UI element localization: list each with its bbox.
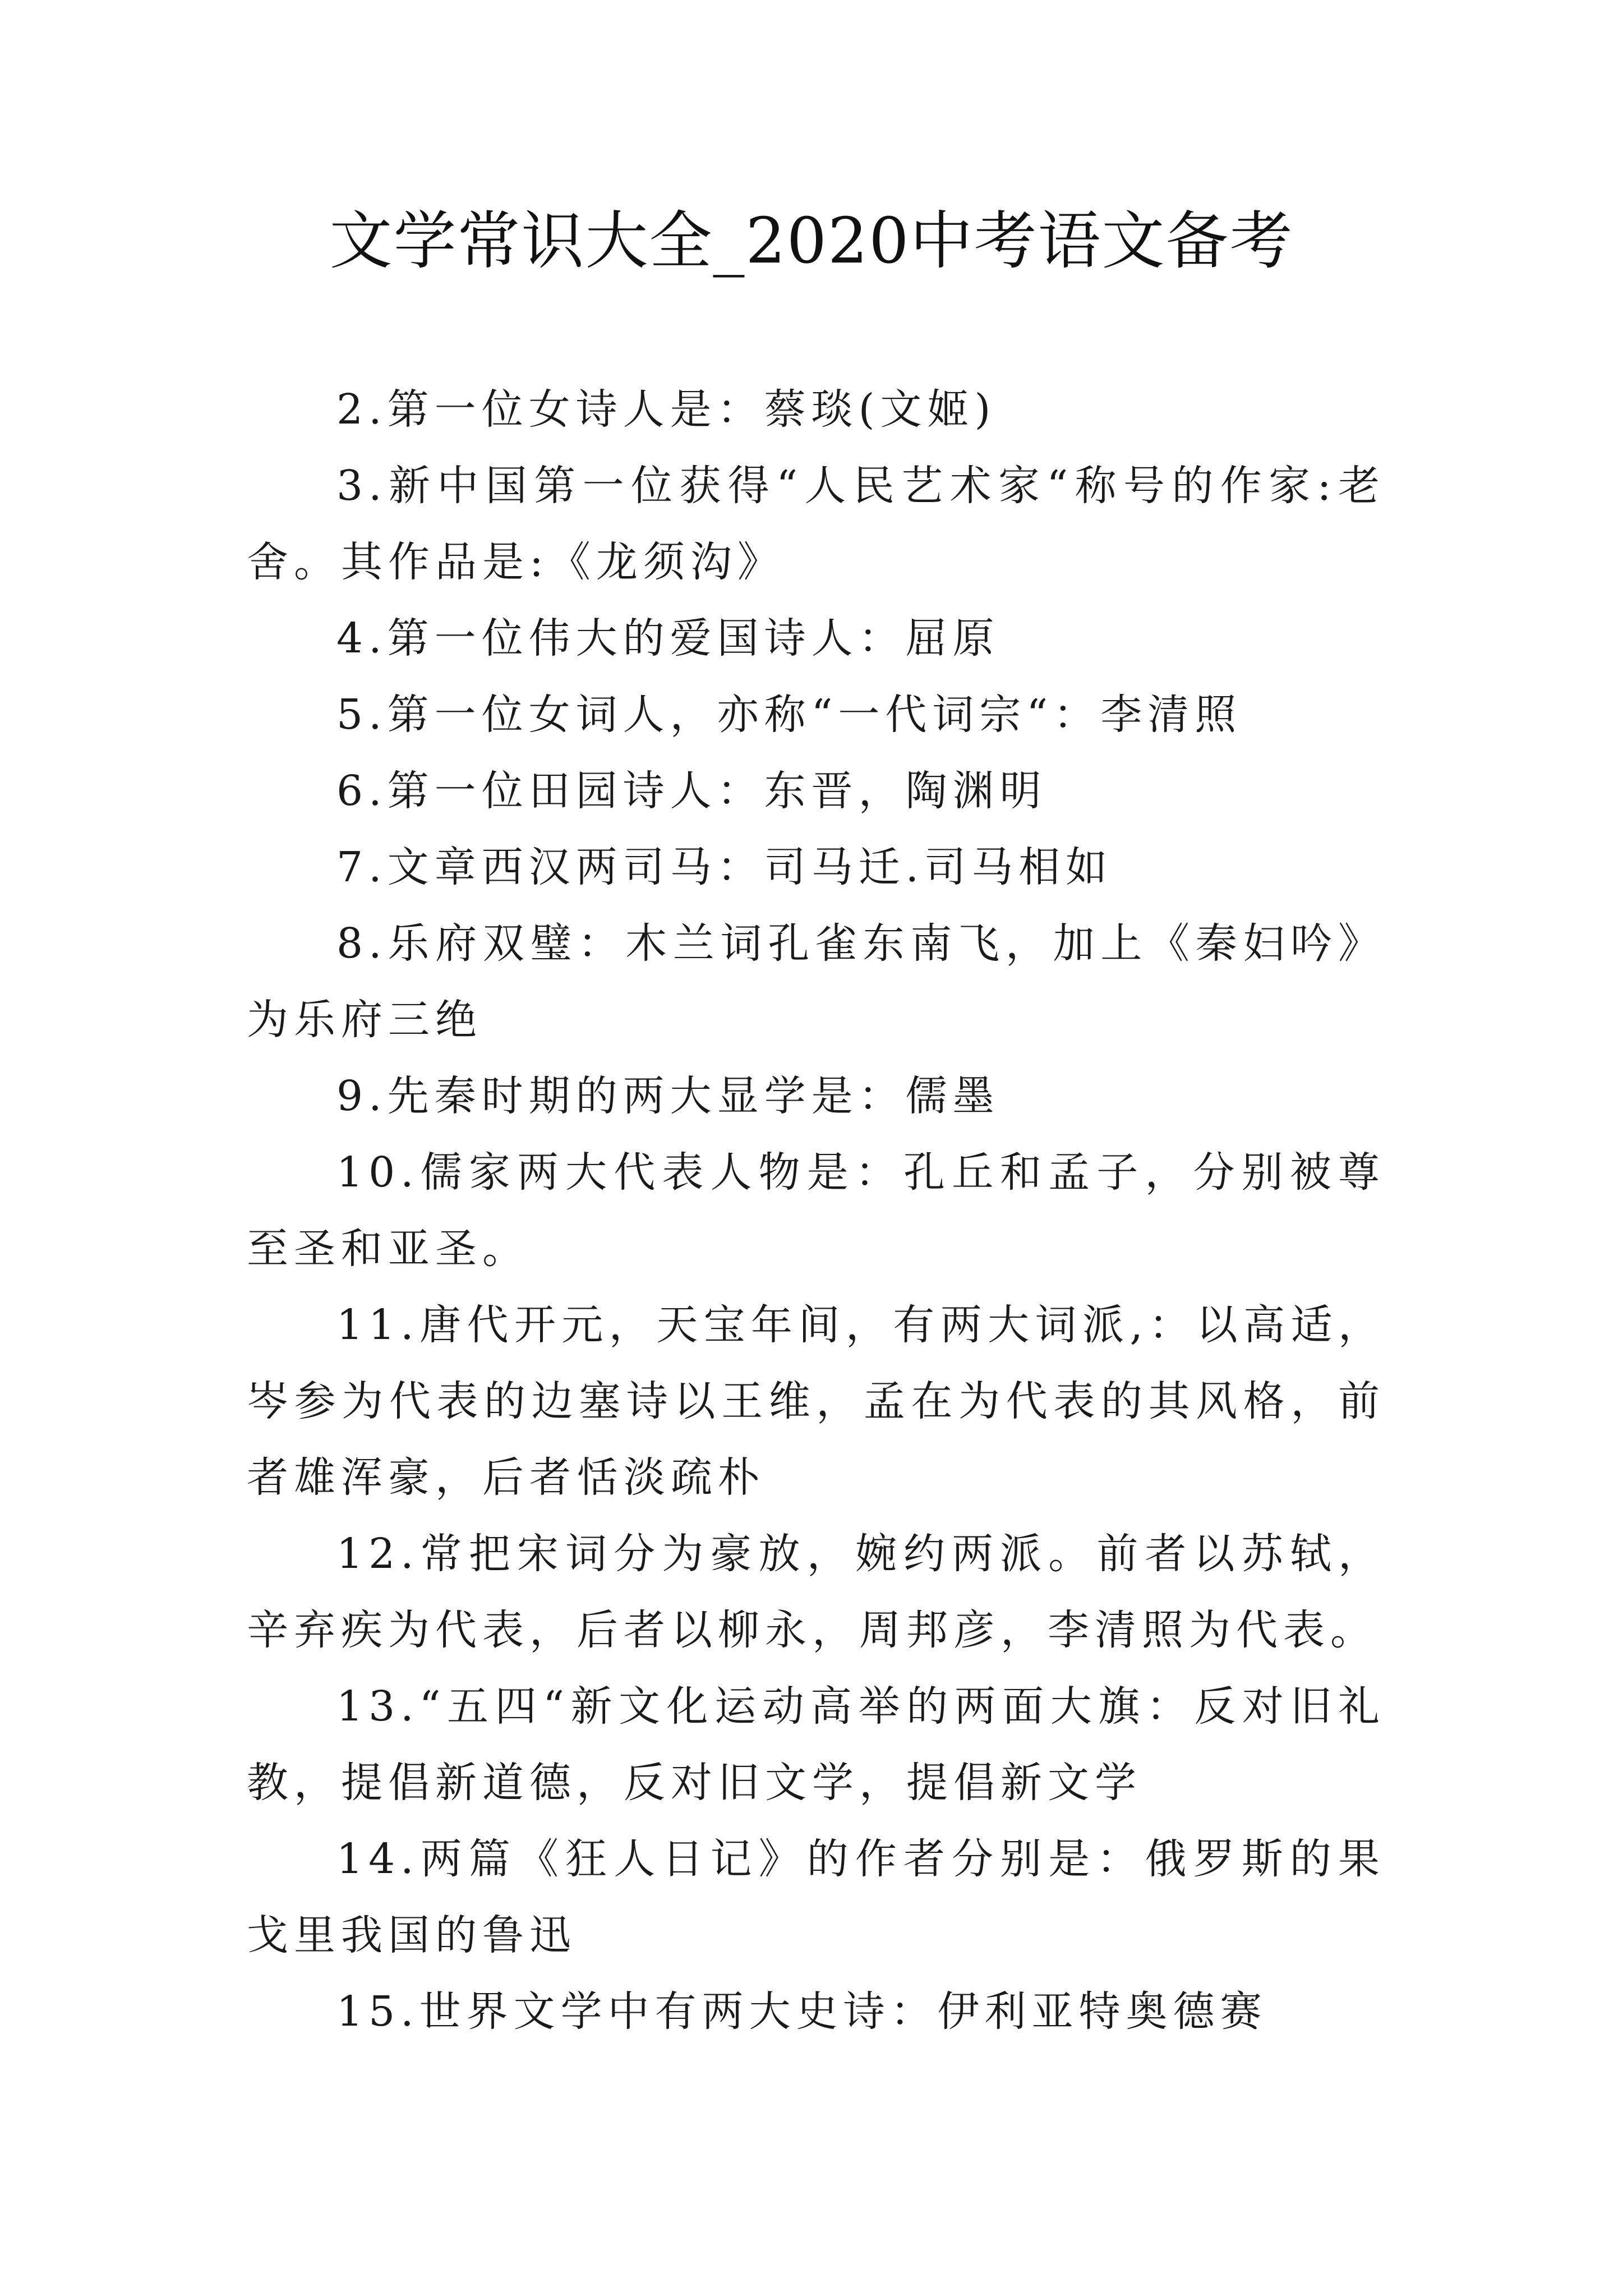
paragraph-item-13: 13.“五四“新文化运动高举的两面大旗：反对旧礼教，提倡新道德，反对旧文学，提倡新文学 (247, 1682, 1385, 1807)
document-title: 文学常识大全_2020中考语文备考 (329, 205, 1294, 278)
paragraph-item-5: 5.第一位女词人，亦称“一代词宗“：李清照 (336, 691, 1242, 739)
paragraph-item-10: 10.儒家两大代表人物是：孔丘和孟子，分别被尊至圣和亚圣。 (247, 1148, 1385, 1273)
paragraph-item-6: 6.第一位田园诗人：东晋，陶渊明 (336, 767, 1047, 815)
paragraph-item-11: 11.唐代开元，天宝年间，有两大词派,：以高适，岑参为代表的边塞诗以王维，孟在为代表的其风格，前者雄浑豪，后者恬淡疏朴 (247, 1301, 1385, 1502)
paragraph-item-3: 3.新中国第一位获得“人民艺术家“称号的作家:老舍。其作品是:《龙须沟》 (247, 462, 1385, 586)
paragraph-item-2: 2.第一位女诗人是：蔡琰(文姬) (336, 385, 997, 434)
paragraph-item-9: 9.先秦时期的两大显学是：儒墨 (336, 1072, 1000, 1120)
paragraph-item-7: 7.文章西汉两司马：司马迁.司马相如 (336, 843, 1113, 891)
paragraph-item-15: 15.世界文学中有两大史诗：伊利亚特奥德赛 (336, 1987, 1267, 2036)
paragraph-item-4: 4.第一位伟大的爱国诗人：屈原 (336, 614, 1000, 662)
document-body (247, 371, 1385, 2050)
paragraph-item-8: 8.乐府双璧：木兰词孔雀东南飞，加上《秦妇吟》为乐府三绝 (247, 919, 1385, 1044)
paragraph-item-14: 14.两篇《狂人日记》的作者分别是：俄罗斯的果戈里我国的鲁迅 (247, 1835, 1385, 1959)
paragraph-item-12: 12.常把宋词分为豪放，婉约两派。前者以苏轼，辛弃疾为代表，后者以柳永，周邦彦，李清照为代表。 (247, 1530, 1385, 1654)
